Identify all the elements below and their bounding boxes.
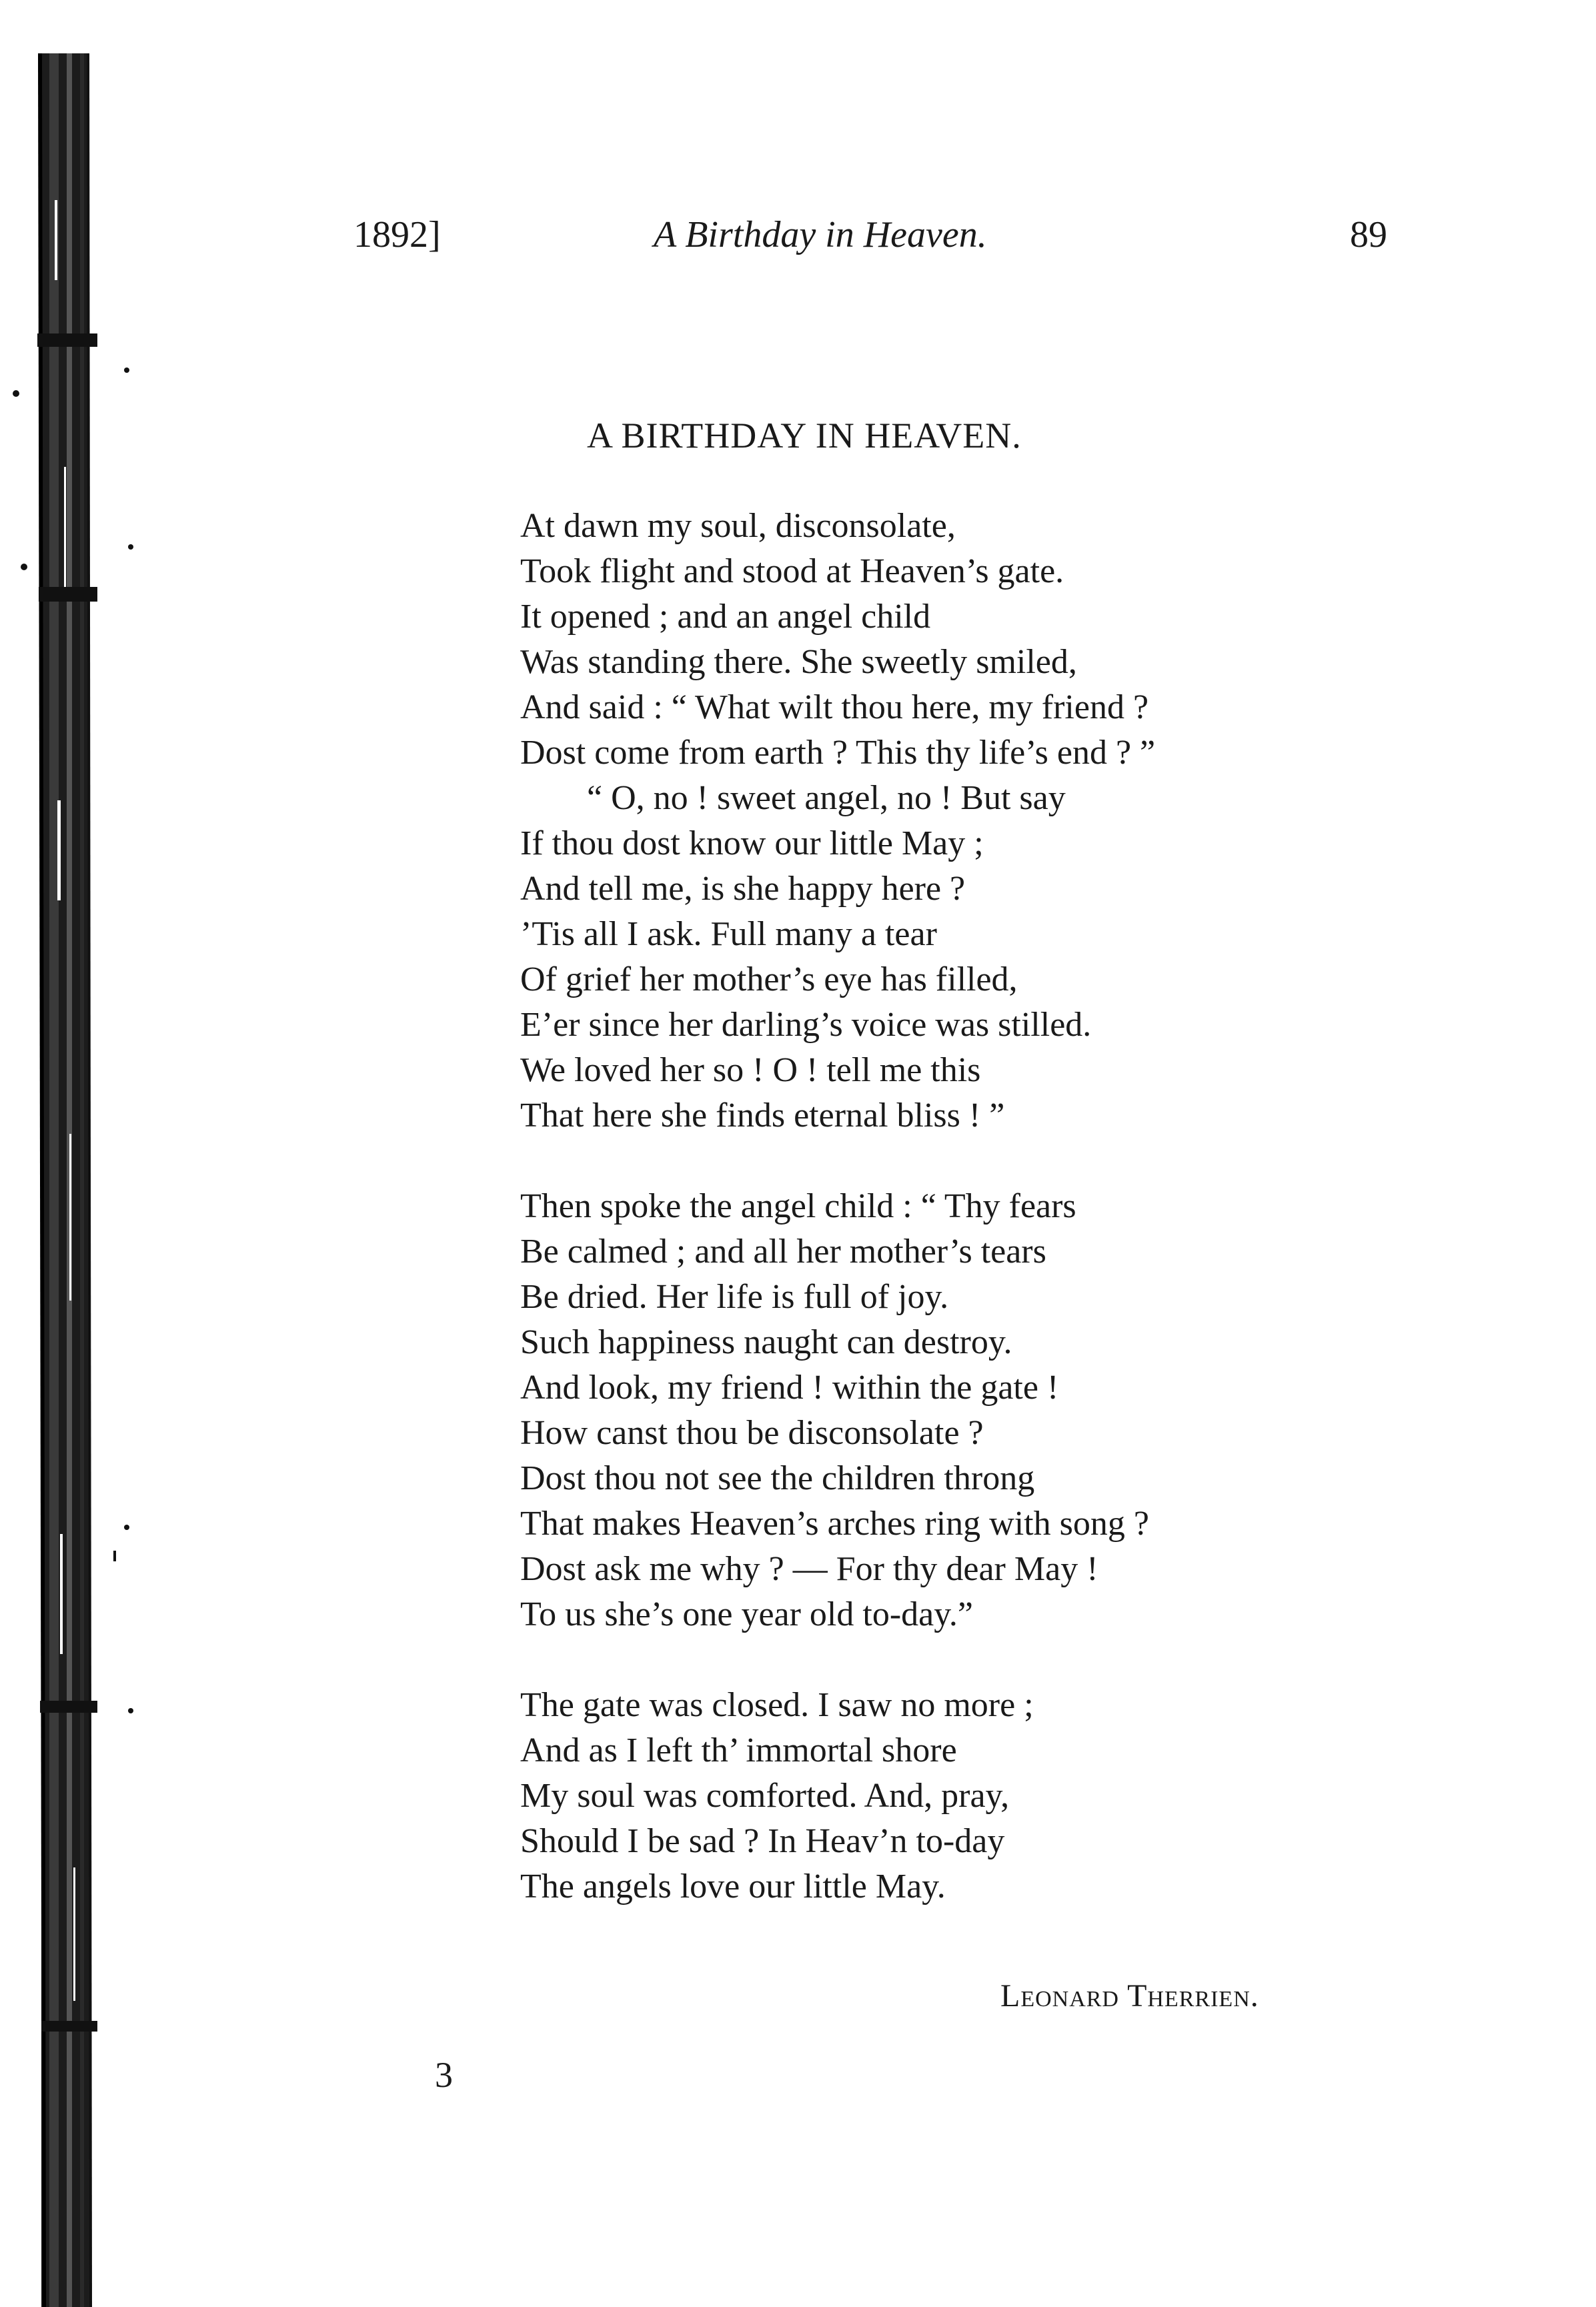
running-header: [353, 213, 1387, 267]
poem-line: And as I left th’ immortal shore: [520, 1731, 957, 1769]
poem-line: ’Tis all I ask. Full many a tear: [520, 915, 937, 953]
signature-mark: 3: [435, 2055, 453, 2095]
poem-line: Dost come from earth ? This thy life’s end ? ”: [520, 734, 1156, 772]
poem-line: Be dried. Her life is full of joy.: [520, 1278, 949, 1316]
poem-line: And tell me, is she happy here ?: [520, 870, 966, 908]
poem-line: My soul was comforted. And, pray,: [520, 1777, 1010, 1815]
poem-line: The angels love our little May.: [520, 1867, 946, 1905]
poem-line: The gate was closed. I saw no more ;: [520, 1686, 1034, 1724]
header-year: 1892]: [353, 214, 441, 255]
poem-line: If thou dost know our little May ;: [520, 824, 984, 862]
poem-line: And look, my friend ! within the gate !: [520, 1369, 1059, 1407]
poem-line: Then spoke the angel child : “ Thy fears: [520, 1187, 1076, 1225]
poem-author: Leonard Therrien.: [1000, 1978, 1259, 2014]
poem-line: Took flight and stood at Heaven’s gate.: [520, 552, 1064, 590]
poem-line: To us she’s one year old to-day.”: [520, 1595, 973, 1633]
binding-strip: [0, 0, 133, 2307]
poem-line: Was standing there. She sweetly smiled,: [520, 643, 1077, 681]
poem-line: Dost thou not see the children throng: [520, 1459, 1035, 1497]
poem-title: A BIRTHDAY IN HEAVEN.: [587, 416, 1022, 456]
poem-line: And said : “ What wilt thou here, my friend ?: [520, 688, 1149, 726]
poem-line: How canst thou be disconsolate ?: [520, 1414, 984, 1452]
poem-line: At dawn my soul, disconsolate,: [520, 507, 956, 545]
poem-line: Should I be sad ? In Heav’n to-day: [520, 1822, 1005, 1860]
poem-line: That makes Heaven’s arches ring with song ?: [520, 1505, 1149, 1543]
poem-line: E’er since her darling’s voice was stilled.: [520, 1006, 1092, 1044]
poem-line: Of grief her mother’s eye has filled,: [520, 960, 1018, 998]
poem-line: Dost ask me why ? — For thy dear May !: [520, 1550, 1098, 1588]
poem-line: That here she finds eternal bliss ! ”: [520, 1096, 1005, 1134]
poem-body: [520, 504, 1387, 1955]
stanza-2: [520, 1184, 1387, 1637]
poem-line: It opened ; and an angel child: [520, 598, 931, 636]
stanza-3: [520, 1683, 1387, 1909]
poem-line: We loved her so ! O ! tell me this: [520, 1051, 981, 1089]
page-number: 89: [1350, 214, 1387, 255]
running-title: A Birthday in Heaven.: [654, 214, 987, 255]
poem-line: “ O, no ! sweet angel, no ! But say: [587, 779, 1066, 817]
poem-line: Be calmed ; and all her mother’s tears: [520, 1233, 1046, 1271]
poem-line: Such happiness naught can destroy.: [520, 1323, 1012, 1361]
stanza-1: [520, 504, 1387, 1138]
